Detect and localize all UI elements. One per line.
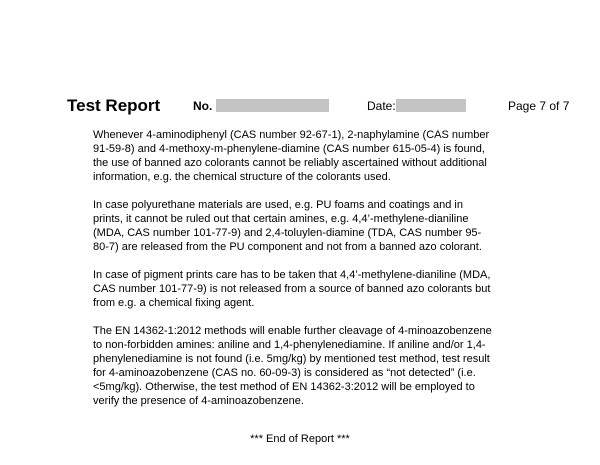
text-line: information, e.g. the chemical structure of the colorants used. [93,171,391,183]
paragraph-en-14362 [93,324,583,408]
page-number: Page 7 of 7 [508,99,570,113]
text-line: prints, it cannot be ruled out that certain amines, e.g. 4,4’-methylene-dianiline [93,213,469,225]
text-line: The EN 14362-1:2012 methods will enable further cleavage of 4-minoazobenzene [93,325,492,337]
report-header [0,96,600,116]
text-line: 80-7) are released from the PU component and not from a banned azo colorant. [93,241,482,253]
text-line: verify the presence of 4-aminoazobenzene. [93,395,304,407]
report-body [93,128,583,422]
text-line: (MDA, CAS number 101-77-9) and 2,4-toluylen-diamine (TDA, CAS number 95- [93,227,482,239]
end-of-report: *** End of Report *** [250,433,350,445]
text-line: In case of pigment prints care has to be taken that 4,4’-methylene-dianiline (MDA, [93,269,491,281]
report-number-label: No. [193,99,213,113]
paragraph-polyurethane [93,198,583,254]
text-line: phenylenediamine is not found (i.e. 5mg/kg) by mentioned test method, test result [93,353,490,365]
text-line: from e.g. a chemical fixing agent. [93,297,255,309]
text-line: for 4-aminoazobenzene (CAS no. 60-09-3) is considered as “not detected” (i.e. [93,367,476,379]
report-number-redaction [216,99,329,112]
paragraph-pigment-prints [93,268,583,310]
text-line: to non-forbidden amines: aniline and 1,4-phenylenediamine. If aniline and/or 1,4- [93,339,486,351]
text-line: Whenever 4-aminodiphenyl (CAS number 92-67-1), 2-naphylamine (CAS number [93,129,490,141]
text-line: the use of banned azo colorants cannot be reliably ascertained without additional [93,157,487,169]
report-date-redaction [396,99,466,112]
report-date-label: Date: [367,99,396,113]
text-line: CAS number 101-77-9) is not released from a source of banned azo colorants but [93,283,491,295]
paragraph-banned-amines [93,128,583,184]
text-line: <5mg/kg). Otherwise, the test method of EN 14362-3:2012 will be employed to [93,381,475,393]
text-line: 91-59-8) and 4-methoxy-m-phenylene-diamine (CAS number 615-05-4) is found, [93,143,485,155]
text-line: In case polyurethane materials are used, e.g. PU foams and coatings and in [93,199,463,211]
report-title: Test Report [67,96,161,115]
